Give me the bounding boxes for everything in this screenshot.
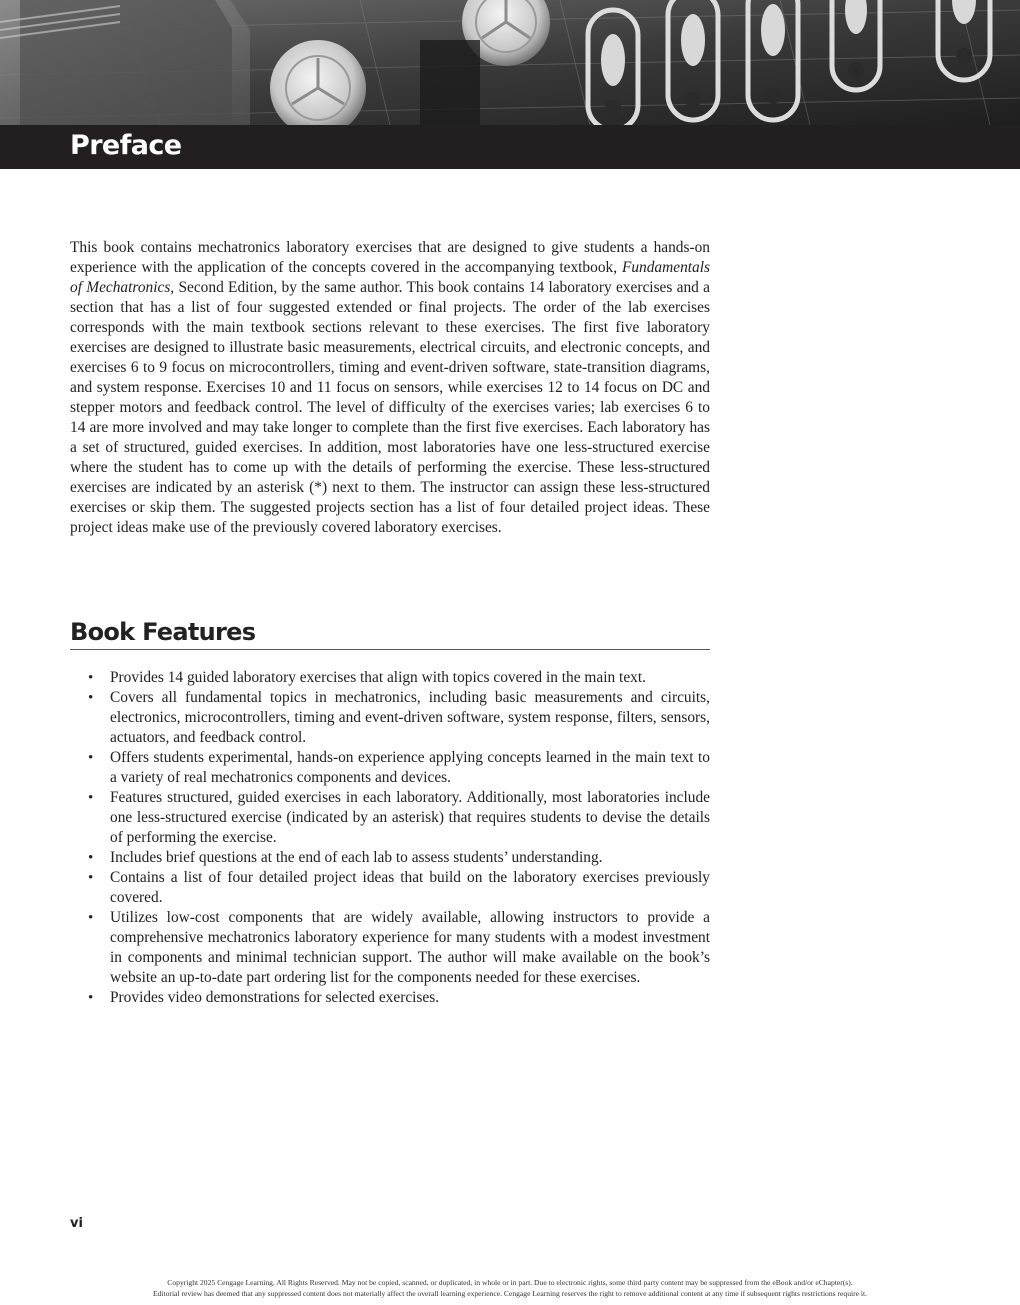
list-item-text: Utilizes low-cost components that are widely available, allowing instructors to provide a comprehensive mechatronics laboratory experience for many students with a modest investment in components and minimal technician support. The author will make available on the book’s website an up-to-date part ordering list for the components needed for these exercises. [110,909,710,986]
intro-text-end: Second Edition, by the same author. This book contains 14 laboratory exercises and a section that has a list of four suggested extended or final projects. The order of the lab exercises corresponds with the main textbook sections relevant to these exercises. The first five laboratory exercises are designed to illustrate basic measurements, electrical circuits, and electronic concepts, and exercises 6 to 9 focus on microcontrollers, timing and event-driven software, state-transition diagrams, and system response. Exercises 10 and 11 focus on sensors, while exercises 12 to 14 focus on DC and stepper motors and feedback control. The level of difficulty of the exercises varies; lab exercises 6 to 14 are more involved and may take longer to complete than the first five exercises. Each laboratory has a set of structured, guided exercises. In addition, most laboratories have one less-structured exercise where the student has to come up with the details of performing the exercise. These less-structured exercises are indicated by an asterisk (*) next to them. The instructor can assign these less-structured exercises or skip them. The suggested projects section has a list of four detailed project ideas. These project ideas make use of the previously covered laboratory exercises. [70,279,710,536]
bullet-icon: • [88,790,94,806]
list-item [70,848,710,868]
list-item-text: Features structured, guided exercises in each laboratory. Additionally, most laboratories include one less-structured exercise (indicated by an asterisk) that requires students to devise the details of performing the exercise. [110,789,710,846]
list-item [70,688,710,748]
bullet-icon: • [88,690,94,706]
list-item-text: Offers students experimental, hands-on experience applying concepts learned in the main text to a variety of real mechatronics components and devices. [110,749,710,786]
section-heading-book-features: Book Features [70,616,710,650]
bullet-icon: • [88,910,94,926]
list-item-text: Provides 14 guided laboratory exercises that align with topics covered in the main text. [110,669,646,686]
list-item-text: Covers all fundamental topics in mechatronics, including basic measurements and circuits, electronics, microcontrollers, timing and event-driven software, system response, filters, sensors, actuators, and feedback control. [110,689,710,746]
feature-list [70,668,710,1008]
list-item-text: Provides video demonstrations for selected exercises. [110,989,440,1006]
bullet-icon: • [88,870,94,886]
list-item [70,988,710,1008]
intro-paragraph [70,238,710,538]
copyright-line-2: Editorial review has deemed that any suppressed content does not materially affect the overall learning experience. Cengage Learning reserves the right to remove additional content at any time if subsequent rights restrictions require it. [152,1288,868,1298]
copyright-notice [0,1278,1020,1299]
bullet-icon: • [88,850,94,866]
bullet-icon: • [88,670,94,686]
list-item [70,908,710,988]
list-item [70,748,710,788]
textbook-title: Fundamentals of Mechatronics, [70,259,710,296]
circuit-board-icon [0,0,1020,125]
header-circuit-board-image [0,0,1020,125]
copyright-line-1: Copyright 2025 Cengage Learning. All Rights Reserved. May not be copied, scanned, or duplicated, in whole or in part. Due to electronic rights, some third party content may be suppressed from the eBook and/or eChapter(s). [167,1278,853,1287]
intro-text-start: This book contains mechatronics laboratory exercises that are designed to give students a hands-on experience with the application of the concepts covered in the accompanying textbook, [70,239,710,276]
page-title: Preface [70,130,182,161]
list-item [70,868,710,908]
bullet-icon: • [88,750,94,766]
list-item-text: Contains a list of four detailed project ideas that build on the laboratory exercises previously covered. [110,869,710,906]
bullet-icon: • [88,990,94,1006]
list-item [70,668,710,688]
page-number: vi [70,1216,83,1231]
list-item-text: Includes brief questions at the end of each lab to assess students’ understanding. [110,849,603,866]
list-item [70,788,710,848]
